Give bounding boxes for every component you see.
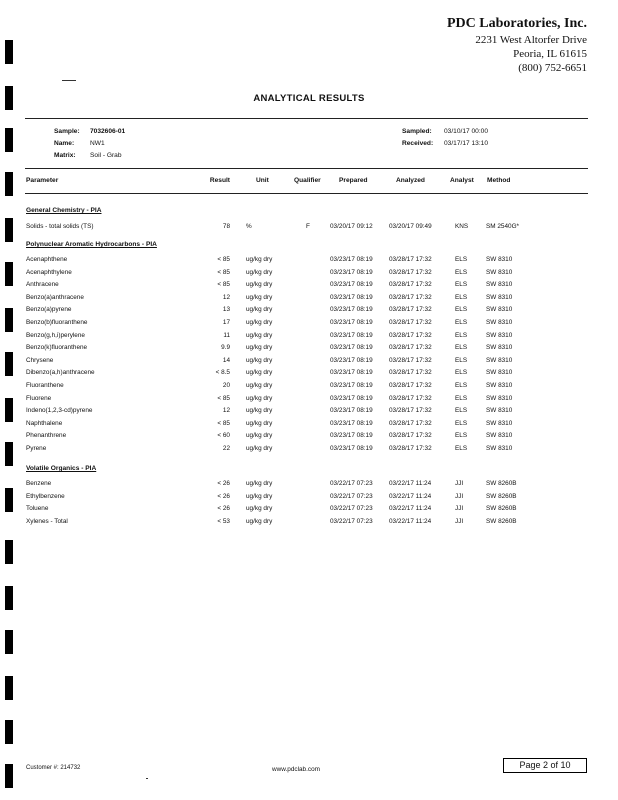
- param-cell: Solids - total solids (TS): [26, 223, 94, 230]
- method-cell: SW 8310: [486, 331, 513, 339]
- name-value: NW1: [90, 140, 105, 147]
- analyst-cell: ELS: [455, 419, 468, 427]
- method-cell: SW 8260B: [486, 505, 517, 513]
- analyzed-cell: 03/28/17 17:32: [389, 319, 432, 326]
- analyzed-cell: 03/28/17 17:32: [389, 281, 432, 289]
- analyst-cell: ELS: [455, 432, 468, 440]
- divider: [25, 118, 588, 119]
- method-cell: SW 8310: [486, 356, 513, 364]
- lab-address: 2231 West Altorfer Drive: [475, 34, 587, 46]
- param-cell: Acenaphthene: [26, 256, 68, 263]
- table-row: [0, 420, 618, 430]
- table-row: [0, 407, 618, 417]
- result-cell: < 85: [217, 281, 230, 289]
- lab-city: Peoria, IL 61615: [513, 48, 587, 60]
- analyst-cell: ELS: [455, 356, 468, 364]
- unit-cell: ug/kg dry: [246, 331, 273, 339]
- unit-cell: ug/kg dry: [246, 492, 273, 500]
- sample-label: Sample:: [54, 128, 80, 135]
- divider: [25, 193, 588, 194]
- param-cell: Benzo(g,h,i)perylene: [26, 331, 85, 339]
- lab-name: PDC Laboratories, Inc.: [447, 16, 587, 31]
- param-cell: Xylenes - Total: [26, 517, 68, 525]
- table-row: [0, 518, 618, 528]
- table-row: [0, 382, 618, 392]
- prepared-cell: 03/23/17 08:19: [330, 268, 373, 276]
- prepared-cell: 03/23/17 08:19: [330, 293, 373, 301]
- result-cell: 13: [222, 306, 230, 314]
- col-method: Method: [487, 177, 511, 184]
- prepared-cell: 03/23/17 08:19: [330, 356, 373, 364]
- analyst-cell: JJI: [455, 480, 464, 487]
- param-cell: Naphthalene: [26, 419, 63, 427]
- prepared-cell: 03/23/17 08:19: [330, 306, 373, 314]
- analyst-cell: JJI: [455, 517, 464, 525]
- binding-mark: [5, 586, 13, 610]
- analyst-cell: ELS: [455, 394, 468, 402]
- analyst-cell: ELS: [455, 344, 468, 352]
- table-row: [0, 480, 618, 490]
- section-title: Polynuclear Aromatic Hydrocarbons - PIA: [26, 241, 157, 248]
- result-cell: < 8.5: [215, 369, 230, 377]
- method-cell: SW 8310: [486, 394, 513, 402]
- result-cell: 12: [222, 407, 230, 415]
- unit-cell: ug/kg dry: [246, 344, 273, 352]
- analyst-cell: ELS: [455, 306, 468, 314]
- result-cell: 78: [222, 223, 230, 230]
- prepared-cell: 03/20/17 09:12: [330, 223, 373, 230]
- analyst-cell: KNS: [455, 223, 469, 230]
- method-cell: SW 8260B: [486, 517, 517, 525]
- lab-phone: (800) 752-6651: [518, 62, 587, 74]
- result-cell: < 26: [217, 505, 230, 513]
- prepared-cell: 03/23/17 08:19: [330, 344, 373, 352]
- result-cell: 11: [223, 331, 230, 339]
- analyzed-cell: 03/28/17 17:32: [389, 394, 432, 402]
- method-cell: SW 8310: [486, 407, 513, 415]
- analyst-cell: JJI: [455, 492, 464, 500]
- prepared-cell: 03/23/17 08:19: [330, 407, 373, 415]
- table-row: [0, 357, 618, 367]
- binding-mark: [5, 540, 13, 564]
- method-cell: SM 2540G*: [486, 223, 520, 230]
- unit-cell: ug/kg dry: [246, 517, 273, 525]
- analyst-cell: ELS: [455, 331, 468, 339]
- table-row: [0, 319, 618, 329]
- result-cell: 22: [222, 445, 230, 452]
- binding-mark: [5, 40, 13, 64]
- col-parameter: Parameter: [26, 177, 59, 184]
- result-cell: < 85: [217, 419, 230, 427]
- section-title: General Chemistry - PIA: [26, 207, 102, 214]
- analyzed-cell: 03/28/17 17:32: [389, 293, 432, 301]
- prepared-cell: 03/23/17 08:19: [330, 445, 373, 452]
- table-row: [0, 256, 618, 266]
- param-cell: Phenanthrene: [26, 432, 67, 440]
- prepared-cell: 03/23/17 08:19: [330, 331, 373, 339]
- table-row: [0, 269, 618, 279]
- result-cell: 20: [222, 382, 230, 389]
- prepared-cell: 03/23/17 08:19: [330, 319, 373, 326]
- analyst-cell: ELS: [455, 382, 468, 389]
- binding-mark: [5, 720, 13, 744]
- method-cell: SW 8310: [486, 382, 513, 389]
- unit-cell: ug/kg dry: [246, 256, 273, 263]
- table-header: [0, 177, 618, 187]
- table-row: [0, 294, 618, 304]
- binding-mark: [5, 676, 13, 700]
- param-cell: Benzene: [26, 480, 52, 487]
- col-result: Result: [209, 177, 230, 184]
- analyzed-cell: 03/22/17 11:24: [389, 492, 432, 500]
- result-cell: < 85: [217, 394, 230, 402]
- page-indicator: Page 2 of 10: [503, 758, 587, 773]
- table-row: [0, 281, 618, 291]
- table-row: [0, 505, 618, 515]
- table-row: [0, 344, 618, 354]
- col-qualifier: Qualifier: [294, 177, 321, 184]
- analyst-cell: ELS: [455, 281, 468, 289]
- qualifier-cell: F: [306, 223, 310, 230]
- analyzed-cell: 03/28/17 17:32: [389, 432, 432, 440]
- table-row: [0, 395, 618, 405]
- param-cell: Anthracene: [26, 281, 59, 289]
- prepared-cell: 03/23/17 08:19: [330, 256, 373, 263]
- unit-cell: ug/kg dry: [246, 445, 273, 452]
- unit-cell: ug/kg dry: [246, 356, 273, 364]
- result-cell: < 26: [217, 480, 230, 487]
- table-row: [0, 445, 618, 455]
- param-cell: Fluoranthene: [26, 382, 64, 389]
- analyst-cell: ELS: [455, 256, 468, 263]
- col-prepared: Prepared: [339, 177, 368, 184]
- param-cell: Benzo(a)pyrene: [26, 306, 72, 314]
- method-cell: SW 8310: [486, 344, 513, 352]
- analyst-cell: ELS: [455, 369, 468, 377]
- param-cell: Ethylbenzene: [26, 492, 65, 500]
- unit-cell: ug/kg dry: [246, 306, 273, 314]
- analyzed-cell: 03/22/17 11:24: [389, 517, 432, 525]
- param-cell: Benzo(k)fluoranthene: [26, 344, 88, 352]
- result-cell: < 85: [217, 268, 230, 276]
- analyzed-cell: 03/28/17 17:32: [389, 268, 432, 276]
- param-cell: Fluorene: [26, 394, 52, 402]
- analyzed-cell: 03/22/17 11:24: [389, 505, 432, 513]
- method-cell: SW 8310: [486, 445, 513, 452]
- analyst-cell: ELS: [455, 407, 468, 415]
- col-analyst: Analyst: [450, 177, 474, 184]
- param-cell: Acenaphthylene: [26, 268, 72, 276]
- unit-cell: ug/kg dry: [246, 319, 273, 326]
- header-tick: [62, 80, 76, 81]
- sampled-label: Sampled:: [402, 128, 432, 135]
- prepared-cell: 03/23/17 08:19: [330, 419, 373, 427]
- table-row: [0, 332, 618, 342]
- method-cell: SW 8310: [486, 293, 513, 301]
- analyst-cell: ELS: [455, 445, 468, 452]
- unit-cell: ug/kg dry: [246, 268, 273, 276]
- param-cell: Chrysene: [26, 356, 54, 364]
- unit-cell: %: [246, 223, 252, 230]
- param-cell: Indeno(1,2,3-cd)pyrene: [26, 407, 93, 415]
- binding-mark: [5, 630, 13, 654]
- unit-cell: ug/kg dry: [246, 369, 273, 377]
- result-cell: < 60: [217, 432, 230, 440]
- table-row: [0, 306, 618, 316]
- analyst-cell: ELS: [455, 319, 468, 326]
- prepared-cell: 03/23/17 08:19: [330, 432, 373, 440]
- result-cell: < 26: [217, 492, 230, 500]
- analyzed-cell: 03/28/17 17:32: [389, 369, 432, 377]
- table-row: [0, 369, 618, 379]
- method-cell: SW 8310: [486, 256, 513, 263]
- analyzed-cell: 03/28/17 17:32: [389, 407, 432, 415]
- param-cell: Pyrene: [26, 445, 47, 452]
- analyzed-cell: 03/28/17 17:32: [389, 419, 432, 427]
- customer-number: Customer #: 214732: [26, 765, 81, 771]
- method-cell: SW 8310: [486, 369, 513, 377]
- received-value: 03/17/17 13:10: [444, 140, 488, 147]
- param-cell: Benzo(a)anthracene: [26, 293, 84, 301]
- sampled-value: 03/10/17 00:00: [444, 128, 488, 135]
- divider: [25, 168, 588, 169]
- section-title: Volatile Organics - PIA: [26, 465, 97, 472]
- analyst-cell: JJI: [455, 505, 464, 513]
- unit-cell: ug/kg dry: [246, 432, 273, 440]
- prepared-cell: 03/22/17 07:23: [330, 480, 373, 487]
- prepared-cell: 03/22/17 07:23: [330, 517, 373, 525]
- param-cell: Benzo(b)fluoranthene: [26, 319, 88, 326]
- unit-cell: ug/kg dry: [246, 480, 273, 487]
- result-cell: 14: [222, 356, 230, 364]
- param-cell: Dibenzo(a,h)anthracene: [26, 369, 95, 377]
- analyzed-cell: 03/20/17 09:49: [389, 223, 432, 230]
- unit-cell: ug/kg dry: [246, 293, 273, 301]
- result-cell: 12: [222, 293, 230, 301]
- prepared-cell: 03/23/17 08:19: [330, 394, 373, 402]
- analyzed-cell: 03/28/17 17:32: [389, 306, 432, 314]
- prepared-cell: 03/22/17 07:23: [330, 492, 373, 500]
- prepared-cell: 03/23/17 08:19: [330, 369, 373, 377]
- prepared-cell: 03/22/17 07:23: [330, 505, 373, 513]
- method-cell: SW 8310: [486, 268, 513, 276]
- prepared-cell: 03/23/17 08:19: [330, 281, 373, 289]
- website-link[interactable]: www.pdclab.com: [272, 766, 320, 773]
- method-cell: SW 8260B: [486, 492, 517, 500]
- method-cell: SW 8310: [486, 306, 513, 314]
- analyzed-cell: 03/28/17 17:32: [389, 256, 432, 263]
- table-row: [0, 223, 618, 233]
- analyzed-cell: 03/28/17 17:32: [389, 331, 432, 339]
- col-unit: Unit: [256, 177, 269, 184]
- received-label: Received:: [402, 140, 434, 147]
- name-label: Name:: [54, 140, 75, 147]
- unit-cell: ug/kg dry: [246, 407, 273, 415]
- method-cell: SW 8310: [486, 319, 513, 326]
- result-cell: < 53: [217, 517, 230, 525]
- analyst-cell: ELS: [455, 268, 468, 276]
- unit-cell: ug/kg dry: [246, 382, 273, 389]
- sample-value: 7032606-01: [90, 128, 126, 135]
- result-cell: 17: [222, 319, 230, 326]
- analyst-cell: ELS: [455, 293, 468, 301]
- binding-mark: [5, 764, 13, 788]
- analyzed-cell: 03/22/17 11:24: [389, 480, 432, 487]
- analyzed-cell: 03/28/17 17:32: [389, 382, 432, 389]
- method-cell: SW 8310: [486, 432, 513, 440]
- analyzed-cell: 03/28/17 17:32: [389, 344, 432, 352]
- result-cell: < 85: [217, 256, 230, 263]
- param-cell: Toluene: [26, 505, 49, 513]
- unit-cell: ug/kg dry: [246, 394, 273, 402]
- analyzed-cell: 03/28/17 17:32: [389, 356, 432, 364]
- prepared-cell: 03/23/17 08:19: [330, 382, 373, 389]
- unit-cell: ug/kg dry: [246, 419, 273, 427]
- method-cell: SW 8310: [486, 419, 513, 427]
- matrix-label: Matrix:: [54, 152, 76, 159]
- method-cell: SW 8260B: [486, 480, 517, 487]
- unit-cell: ug/kg dry: [246, 281, 273, 289]
- table-row: [0, 493, 618, 503]
- matrix-value: Soil - Grab: [90, 152, 122, 159]
- analyzed-cell: 03/28/17 17:32: [389, 445, 432, 452]
- table-row: [0, 432, 618, 442]
- footer-tick: [146, 778, 148, 779]
- page-title: ANALYTICAL RESULTS: [253, 93, 365, 104]
- unit-cell: ug/kg dry: [246, 505, 273, 513]
- binding-mark: [5, 128, 13, 152]
- result-cell: 9.9: [221, 344, 230, 352]
- col-analyzed: Analyzed: [396, 177, 425, 184]
- method-cell: SW 8310: [486, 281, 513, 289]
